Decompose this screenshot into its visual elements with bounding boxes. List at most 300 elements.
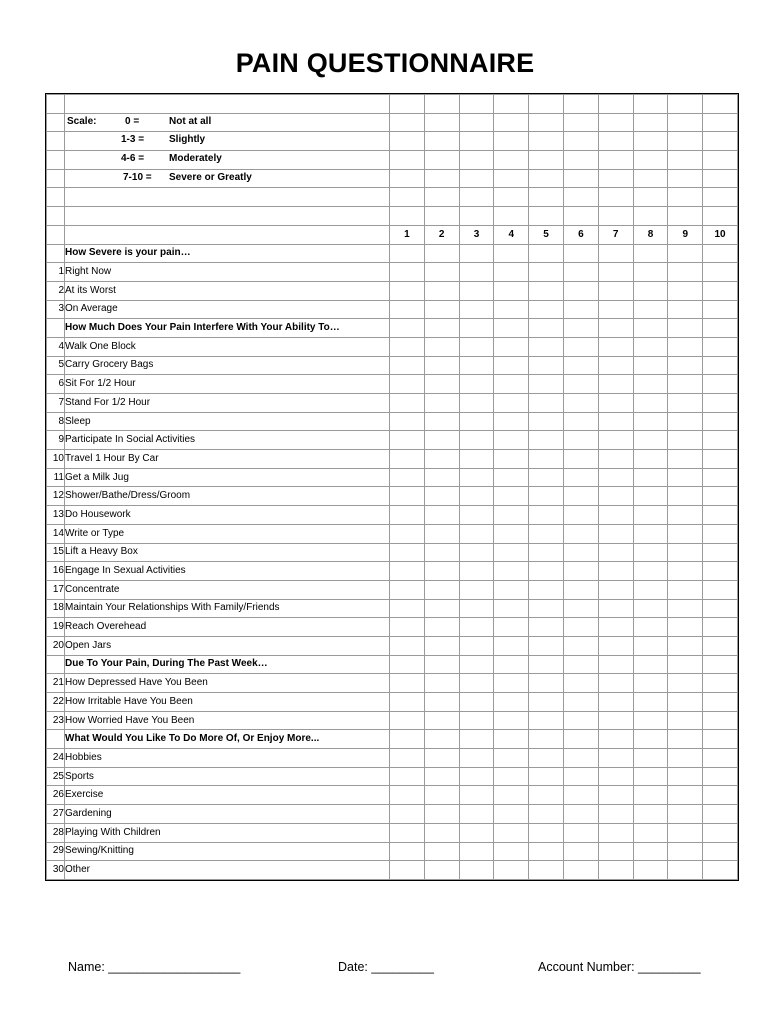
question-score-cell[interactable] [459, 506, 494, 525]
question-score-cell[interactable] [424, 674, 459, 693]
question-score-cell[interactable] [494, 375, 529, 394]
question-score-cell[interactable] [598, 786, 633, 805]
question-score-cell[interactable] [494, 394, 529, 413]
question-score-cell[interactable] [703, 450, 738, 469]
question-score-cell[interactable] [668, 599, 703, 618]
question-score-cell[interactable] [598, 599, 633, 618]
question-score-cell[interactable] [633, 711, 668, 730]
question-score-cell[interactable] [390, 693, 425, 712]
section-header-score-cell[interactable] [633, 319, 668, 338]
question-score-cell[interactable] [598, 749, 633, 768]
question-score-cell[interactable] [494, 599, 529, 618]
question-score-cell[interactable] [668, 618, 703, 637]
question-score-cell[interactable] [494, 693, 529, 712]
question-score-cell[interactable] [703, 805, 738, 824]
section-header-score-cell[interactable] [633, 730, 668, 749]
question-score-cell[interactable] [494, 674, 529, 693]
question-score-cell[interactable] [598, 506, 633, 525]
question-score-cell[interactable] [494, 749, 529, 768]
question-score-cell[interactable] [529, 375, 564, 394]
question-score-cell[interactable] [459, 580, 494, 599]
section-header-score-cell[interactable] [703, 730, 738, 749]
question-score-cell[interactable] [494, 618, 529, 637]
question-score-cell[interactable] [494, 337, 529, 356]
question-score-cell[interactable] [424, 356, 459, 375]
question-score-cell[interactable] [563, 375, 598, 394]
question-score-cell[interactable] [668, 431, 703, 450]
question-score-cell[interactable] [668, 394, 703, 413]
question-score-cell[interactable] [424, 263, 459, 282]
question-score-cell[interactable] [598, 842, 633, 861]
question-score-cell[interactable] [424, 300, 459, 319]
section-header-score-cell[interactable] [390, 319, 425, 338]
section-header-score-cell[interactable] [390, 730, 425, 749]
section-header-score-cell[interactable] [494, 244, 529, 263]
question-score-cell[interactable] [563, 618, 598, 637]
question-score-cell[interactable] [459, 337, 494, 356]
question-score-cell[interactable] [598, 636, 633, 655]
question-score-cell[interactable] [633, 394, 668, 413]
question-score-cell[interactable] [390, 823, 425, 842]
question-score-cell[interactable] [459, 263, 494, 282]
question-score-cell[interactable] [459, 693, 494, 712]
question-score-cell[interactable] [633, 300, 668, 319]
question-score-cell[interactable] [529, 693, 564, 712]
question-score-cell[interactable] [390, 580, 425, 599]
question-score-cell[interactable] [529, 767, 564, 786]
question-score-cell[interactable] [668, 524, 703, 543]
question-score-cell[interactable] [494, 506, 529, 525]
question-score-cell[interactable] [598, 674, 633, 693]
question-score-cell[interactable] [598, 412, 633, 431]
question-score-cell[interactable] [424, 543, 459, 562]
question-score-cell[interactable] [598, 861, 633, 880]
question-score-cell[interactable] [633, 524, 668, 543]
question-score-cell[interactable] [459, 618, 494, 637]
question-score-cell[interactable] [494, 356, 529, 375]
section-header-score-cell[interactable] [529, 244, 564, 263]
question-score-cell[interactable] [424, 450, 459, 469]
question-score-cell[interactable] [529, 786, 564, 805]
question-score-cell[interactable] [633, 786, 668, 805]
question-score-cell[interactable] [668, 487, 703, 506]
question-score-cell[interactable] [633, 618, 668, 637]
question-score-cell[interactable] [633, 805, 668, 824]
question-score-cell[interactable] [633, 693, 668, 712]
question-score-cell[interactable] [529, 674, 564, 693]
question-score-cell[interactable] [424, 562, 459, 581]
question-score-cell[interactable] [668, 711, 703, 730]
question-score-cell[interactable] [633, 450, 668, 469]
question-score-cell[interactable] [598, 562, 633, 581]
question-score-cell[interactable] [633, 580, 668, 599]
question-score-cell[interactable] [563, 337, 598, 356]
question-score-cell[interactable] [703, 468, 738, 487]
question-score-cell[interactable] [668, 281, 703, 300]
question-score-cell[interactable] [424, 468, 459, 487]
question-score-cell[interactable] [494, 842, 529, 861]
question-score-cell[interactable] [529, 356, 564, 375]
question-score-cell[interactable] [668, 506, 703, 525]
section-header-score-cell[interactable] [494, 319, 529, 338]
question-score-cell[interactable] [529, 618, 564, 637]
question-score-cell[interactable] [703, 861, 738, 880]
question-score-cell[interactable] [598, 823, 633, 842]
question-score-cell[interactable] [494, 450, 529, 469]
question-score-cell[interactable] [529, 823, 564, 842]
question-score-cell[interactable] [563, 599, 598, 618]
question-score-cell[interactable] [703, 394, 738, 413]
question-score-cell[interactable] [668, 861, 703, 880]
question-score-cell[interactable] [459, 749, 494, 768]
section-header-score-cell[interactable] [459, 655, 494, 674]
account-number-field[interactable]: Account Number: _________ [538, 960, 701, 974]
section-header-score-cell[interactable] [424, 244, 459, 263]
question-score-cell[interactable] [633, 543, 668, 562]
question-score-cell[interactable] [668, 674, 703, 693]
question-score-cell[interactable] [529, 749, 564, 768]
question-score-cell[interactable] [703, 823, 738, 842]
question-score-cell[interactable] [529, 487, 564, 506]
question-score-cell[interactable] [563, 823, 598, 842]
question-score-cell[interactable] [459, 674, 494, 693]
question-score-cell[interactable] [563, 786, 598, 805]
question-score-cell[interactable] [563, 861, 598, 880]
section-header-score-cell[interactable] [424, 655, 459, 674]
question-score-cell[interactable] [563, 487, 598, 506]
question-score-cell[interactable] [633, 842, 668, 861]
question-score-cell[interactable] [633, 263, 668, 282]
section-header-score-cell[interactable] [424, 319, 459, 338]
question-score-cell[interactable] [633, 861, 668, 880]
question-score-cell[interactable] [668, 786, 703, 805]
question-score-cell[interactable] [390, 394, 425, 413]
section-header-score-cell[interactable] [494, 655, 529, 674]
question-score-cell[interactable] [424, 805, 459, 824]
question-score-cell[interactable] [633, 431, 668, 450]
question-score-cell[interactable] [424, 412, 459, 431]
question-score-cell[interactable] [529, 506, 564, 525]
question-score-cell[interactable] [598, 618, 633, 637]
question-score-cell[interactable] [633, 823, 668, 842]
question-score-cell[interactable] [633, 506, 668, 525]
question-score-cell[interactable] [598, 300, 633, 319]
question-score-cell[interactable] [494, 543, 529, 562]
section-header-score-cell[interactable] [563, 319, 598, 338]
question-score-cell[interactable] [633, 487, 668, 506]
question-score-cell[interactable] [529, 431, 564, 450]
question-score-cell[interactable] [424, 823, 459, 842]
question-score-cell[interactable] [598, 543, 633, 562]
question-score-cell[interactable] [459, 281, 494, 300]
question-score-cell[interactable] [633, 599, 668, 618]
question-score-cell[interactable] [598, 394, 633, 413]
question-score-cell[interactable] [390, 263, 425, 282]
question-score-cell[interactable] [459, 394, 494, 413]
question-score-cell[interactable] [633, 636, 668, 655]
section-header-score-cell[interactable] [494, 730, 529, 749]
question-score-cell[interactable] [598, 281, 633, 300]
question-score-cell[interactable] [459, 636, 494, 655]
question-score-cell[interactable] [703, 599, 738, 618]
question-score-cell[interactable] [390, 506, 425, 525]
question-score-cell[interactable] [494, 263, 529, 282]
question-score-cell[interactable] [390, 337, 425, 356]
question-score-cell[interactable] [390, 431, 425, 450]
question-score-cell[interactable] [424, 524, 459, 543]
question-score-cell[interactable] [459, 487, 494, 506]
question-score-cell[interactable] [424, 711, 459, 730]
question-score-cell[interactable] [703, 412, 738, 431]
section-header-score-cell[interactable] [529, 655, 564, 674]
question-score-cell[interactable] [424, 749, 459, 768]
question-score-cell[interactable] [529, 450, 564, 469]
question-score-cell[interactable] [703, 524, 738, 543]
question-score-cell[interactable] [668, 693, 703, 712]
question-score-cell[interactable] [459, 786, 494, 805]
question-score-cell[interactable] [633, 749, 668, 768]
question-score-cell[interactable] [668, 823, 703, 842]
question-score-cell[interactable] [563, 711, 598, 730]
question-score-cell[interactable] [703, 487, 738, 506]
question-score-cell[interactable] [598, 450, 633, 469]
question-score-cell[interactable] [494, 431, 529, 450]
question-score-cell[interactable] [563, 749, 598, 768]
question-score-cell[interactable] [424, 861, 459, 880]
question-score-cell[interactable] [668, 300, 703, 319]
question-score-cell[interactable] [703, 749, 738, 768]
question-score-cell[interactable] [424, 487, 459, 506]
section-header-score-cell[interactable] [563, 730, 598, 749]
question-score-cell[interactable] [424, 767, 459, 786]
question-score-cell[interactable] [529, 300, 564, 319]
question-score-cell[interactable] [703, 337, 738, 356]
question-score-cell[interactable] [529, 468, 564, 487]
question-score-cell[interactable] [633, 562, 668, 581]
question-score-cell[interactable] [390, 524, 425, 543]
question-score-cell[interactable] [598, 487, 633, 506]
question-score-cell[interactable] [494, 412, 529, 431]
question-score-cell[interactable] [494, 786, 529, 805]
question-score-cell[interactable] [529, 412, 564, 431]
question-score-cell[interactable] [668, 356, 703, 375]
question-score-cell[interactable] [390, 749, 425, 768]
question-score-cell[interactable] [459, 375, 494, 394]
question-score-cell[interactable] [703, 767, 738, 786]
question-score-cell[interactable] [390, 674, 425, 693]
question-score-cell[interactable] [703, 375, 738, 394]
question-score-cell[interactable] [494, 580, 529, 599]
question-score-cell[interactable] [703, 842, 738, 861]
section-header-score-cell[interactable] [598, 244, 633, 263]
question-score-cell[interactable] [390, 786, 425, 805]
question-score-cell[interactable] [390, 487, 425, 506]
section-header-score-cell[interactable] [703, 319, 738, 338]
question-score-cell[interactable] [563, 562, 598, 581]
question-score-cell[interactable] [668, 562, 703, 581]
section-header-score-cell[interactable] [563, 655, 598, 674]
question-score-cell[interactable] [390, 805, 425, 824]
question-score-cell[interactable] [563, 805, 598, 824]
question-score-cell[interactable] [390, 711, 425, 730]
question-score-cell[interactable] [668, 375, 703, 394]
section-header-score-cell[interactable] [598, 730, 633, 749]
question-score-cell[interactable] [703, 580, 738, 599]
question-score-cell[interactable] [390, 450, 425, 469]
question-score-cell[interactable] [494, 468, 529, 487]
question-score-cell[interactable] [633, 767, 668, 786]
section-header-score-cell[interactable] [529, 319, 564, 338]
section-header-score-cell[interactable] [668, 244, 703, 263]
section-header-score-cell[interactable] [390, 244, 425, 263]
question-score-cell[interactable] [390, 618, 425, 637]
question-score-cell[interactable] [494, 636, 529, 655]
question-score-cell[interactable] [563, 636, 598, 655]
question-score-cell[interactable] [390, 636, 425, 655]
section-header-score-cell[interactable] [633, 244, 668, 263]
question-score-cell[interactable] [390, 412, 425, 431]
question-score-cell[interactable] [529, 394, 564, 413]
question-score-cell[interactable] [598, 767, 633, 786]
question-score-cell[interactable] [703, 263, 738, 282]
section-header-score-cell[interactable] [668, 655, 703, 674]
question-score-cell[interactable] [390, 599, 425, 618]
question-score-cell[interactable] [424, 618, 459, 637]
question-score-cell[interactable] [529, 636, 564, 655]
question-score-cell[interactable] [529, 842, 564, 861]
question-score-cell[interactable] [668, 842, 703, 861]
question-score-cell[interactable] [703, 281, 738, 300]
question-score-cell[interactable] [563, 412, 598, 431]
question-score-cell[interactable] [598, 711, 633, 730]
section-header-score-cell[interactable] [529, 730, 564, 749]
question-score-cell[interactable] [703, 711, 738, 730]
question-score-cell[interactable] [563, 674, 598, 693]
question-score-cell[interactable] [529, 543, 564, 562]
question-score-cell[interactable] [598, 356, 633, 375]
section-header-score-cell[interactable] [703, 244, 738, 263]
section-header-score-cell[interactable] [390, 655, 425, 674]
question-score-cell[interactable] [703, 506, 738, 525]
question-score-cell[interactable] [494, 767, 529, 786]
question-score-cell[interactable] [703, 543, 738, 562]
question-score-cell[interactable] [703, 300, 738, 319]
question-score-cell[interactable] [459, 599, 494, 618]
question-score-cell[interactable] [563, 767, 598, 786]
question-score-cell[interactable] [459, 450, 494, 469]
question-score-cell[interactable] [703, 356, 738, 375]
question-score-cell[interactable] [563, 580, 598, 599]
question-score-cell[interactable] [424, 786, 459, 805]
question-score-cell[interactable] [529, 281, 564, 300]
question-score-cell[interactable] [563, 431, 598, 450]
question-score-cell[interactable] [668, 580, 703, 599]
question-score-cell[interactable] [459, 543, 494, 562]
question-score-cell[interactable] [563, 356, 598, 375]
question-score-cell[interactable] [563, 281, 598, 300]
question-score-cell[interactable] [598, 468, 633, 487]
question-score-cell[interactable] [563, 693, 598, 712]
question-score-cell[interactable] [459, 767, 494, 786]
question-score-cell[interactable] [563, 394, 598, 413]
question-score-cell[interactable] [390, 468, 425, 487]
question-score-cell[interactable] [459, 300, 494, 319]
question-score-cell[interactable] [494, 861, 529, 880]
question-score-cell[interactable] [668, 337, 703, 356]
section-header-score-cell[interactable] [563, 244, 598, 263]
question-score-cell[interactable] [424, 337, 459, 356]
question-score-cell[interactable] [668, 805, 703, 824]
question-score-cell[interactable] [633, 375, 668, 394]
question-score-cell[interactable] [598, 431, 633, 450]
question-score-cell[interactable] [668, 543, 703, 562]
question-score-cell[interactable] [668, 263, 703, 282]
question-score-cell[interactable] [703, 636, 738, 655]
name-field[interactable]: Name: ___________________ [68, 960, 241, 974]
question-score-cell[interactable] [668, 749, 703, 768]
section-header-score-cell[interactable] [459, 244, 494, 263]
question-score-cell[interactable] [633, 468, 668, 487]
question-score-cell[interactable] [668, 412, 703, 431]
section-header-score-cell[interactable] [633, 655, 668, 674]
question-score-cell[interactable] [633, 412, 668, 431]
question-score-cell[interactable] [424, 636, 459, 655]
question-score-cell[interactable] [459, 431, 494, 450]
question-score-cell[interactable] [390, 281, 425, 300]
question-score-cell[interactable] [390, 543, 425, 562]
section-header-score-cell[interactable] [703, 655, 738, 674]
question-score-cell[interactable] [563, 450, 598, 469]
question-score-cell[interactable] [459, 842, 494, 861]
question-score-cell[interactable] [668, 767, 703, 786]
question-score-cell[interactable] [424, 506, 459, 525]
question-score-cell[interactable] [703, 562, 738, 581]
question-score-cell[interactable] [703, 618, 738, 637]
section-header-score-cell[interactable] [598, 319, 633, 338]
question-score-cell[interactable] [529, 263, 564, 282]
question-score-cell[interactable] [563, 263, 598, 282]
question-score-cell[interactable] [563, 543, 598, 562]
question-score-cell[interactable] [459, 805, 494, 824]
date-field[interactable]: Date: _________ [338, 960, 434, 974]
question-score-cell[interactable] [529, 580, 564, 599]
question-score-cell[interactable] [703, 674, 738, 693]
question-score-cell[interactable] [703, 786, 738, 805]
question-score-cell[interactable] [494, 562, 529, 581]
question-score-cell[interactable] [598, 693, 633, 712]
question-score-cell[interactable] [459, 823, 494, 842]
question-score-cell[interactable] [563, 300, 598, 319]
question-score-cell[interactable] [494, 823, 529, 842]
question-score-cell[interactable] [390, 375, 425, 394]
section-header-score-cell[interactable] [459, 730, 494, 749]
question-score-cell[interactable] [529, 805, 564, 824]
section-header-score-cell[interactable] [424, 730, 459, 749]
question-score-cell[interactable] [529, 861, 564, 880]
question-score-cell[interactable] [459, 711, 494, 730]
question-score-cell[interactable] [598, 524, 633, 543]
question-score-cell[interactable] [529, 711, 564, 730]
question-score-cell[interactable] [633, 356, 668, 375]
question-score-cell[interactable] [390, 300, 425, 319]
question-score-cell[interactable] [633, 281, 668, 300]
section-header-score-cell[interactable] [668, 319, 703, 338]
question-score-cell[interactable] [529, 562, 564, 581]
section-header-score-cell[interactable] [598, 655, 633, 674]
question-score-cell[interactable] [390, 562, 425, 581]
question-score-cell[interactable] [424, 375, 459, 394]
question-score-cell[interactable] [494, 711, 529, 730]
